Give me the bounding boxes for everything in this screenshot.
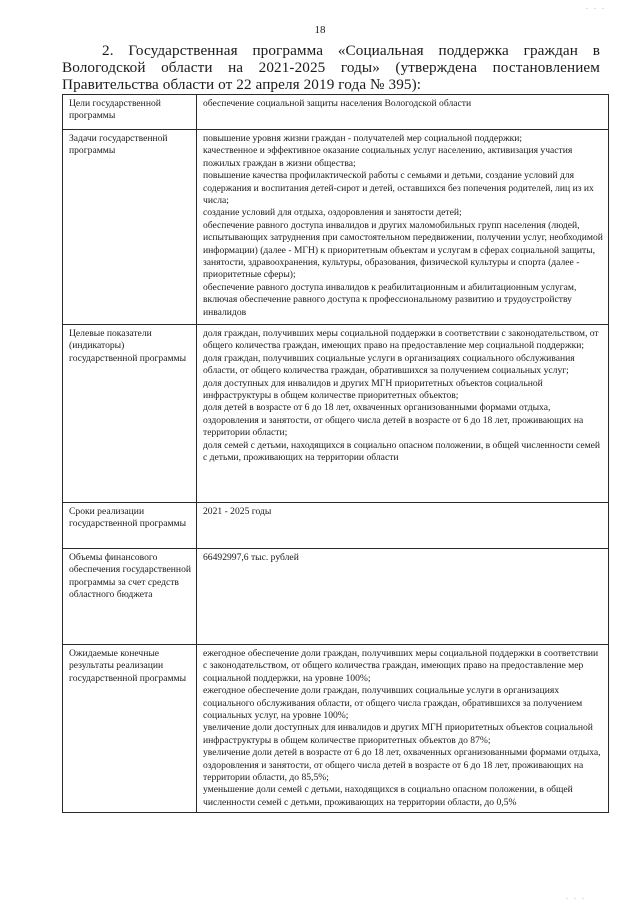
value-line: доля граждан, получивших меры социальной поддержки в соответствии с законодательством, от общего количества граждан, имеющих право на предоставление мер социальной поддержки; xyxy=(203,328,599,352)
row-value xyxy=(197,549,609,645)
value-line: качественное и эффективное оказание социальных услуг населению, активизация участия пожилых граждан в жизни общества; xyxy=(203,145,573,169)
table-row xyxy=(63,95,609,130)
program-passport-table xyxy=(62,94,609,813)
row-value xyxy=(197,503,609,549)
value-line: 66492997,6 тыс. рублей xyxy=(203,552,299,563)
table-row xyxy=(63,503,609,549)
scan-artifact-mark: . . . xyxy=(586,2,606,11)
row-label: Задачи государственной программы xyxy=(63,130,197,325)
value-line: увеличение доли доступных для инвалидов и других МГН приоритетных объектов социальной инфраструктуры в общем количестве приоритетных объектов до 87%; xyxy=(203,722,593,746)
value-line: обеспечение социальной защиты населения Вологодской области xyxy=(203,98,472,109)
value-line: 2021 - 2025 годы xyxy=(203,506,272,517)
row-label: Ожидаемые конечные результаты реализации государственной программы xyxy=(63,645,197,813)
table-row xyxy=(63,130,609,325)
section-heading: 2. Государственная программа «Социальная поддержка граждан в Вологодской области на 2021-2025 годы» (утверждена постановлением Правительства области от 22 апреля 2019 года № 395): xyxy=(62,42,600,93)
value-line: повышение уровня жизни граждан - получателей мер социальной поддержки; xyxy=(203,133,523,144)
table-row xyxy=(63,549,609,645)
value-line: создание условий для отдыха, оздоровления и занятости детей; xyxy=(203,207,462,219)
value-line: доля семей с детьми, находящихся в социально опасном положении, в общей численности семей с детьми, проживающих на территории области xyxy=(203,439,601,464)
value-line: уменьшение доли семей с детьми, находящихся в социально опасном положении, в общей численности семей с детьми, проживающих на территории области, до 0,5% xyxy=(203,784,573,808)
value-line: доля доступных для инвалидов и других МГН приоритетных объектов социальной инфраструктуры в общем количестве приоритетных объектов; xyxy=(203,377,543,402)
row-value xyxy=(197,645,609,813)
row-label: Сроки реализации государственной программы xyxy=(63,503,197,549)
value-line: увеличение доли детей в возрасте от 6 до 18 лет, охваченных организованными формами отдыха, оздоровления и занятости, от общего числа детей в возрасте от 6 до 18 лет, проживающих на территории области, до 85,5%; xyxy=(203,747,601,784)
scan-artifact-mark: . . . xyxy=(566,892,586,901)
value-line: обеспечение равного доступа инвалидов к реабилитационным и абилитационным услугам, включая обеспечение равного доступа к профессиональному развитию и трудоустройству инвалидов xyxy=(203,281,577,318)
row-label: Цели государственной программы xyxy=(63,95,197,130)
program-rows xyxy=(63,95,609,813)
row-value xyxy=(197,95,609,130)
value-line: обеспечение равного доступа инвалидов и других маломобильных групп населения (людей, испытывающих затруднения при самостоятельном передвижении, получении услуг, необходимой информации) (далее - МГН) к приоритетным объектам и услугам в сферах социальной защиты, занятости, здравоохранения, культуры, образования, физической культуры и спорта (далее - приоритетные сферы); xyxy=(203,219,603,281)
value-line: доля граждан, получивших социальные услуги в организациях социального обслуживания области, от общего количества граждан, обратившихся за получением социальных услуг; xyxy=(203,352,575,377)
row-value xyxy=(197,130,609,325)
value-line: повышение качества профилактической работы с семьями и детьми, создание условий для содержания и воспитания детей-сирот и детей, оставшихся без попечения родителей, лиц из их числа; xyxy=(203,170,594,207)
row-label: Целевые показатели (индикаторы) государственной программы xyxy=(63,325,197,503)
value-line: доля детей в возрасте от 6 до 18 лет, охваченных организованными формами отдыха, оздоровления и занятости, от общего числа детей в возрасте от 6 до 18 лет, проживающих на территории области; xyxy=(203,402,584,439)
table-row xyxy=(63,645,609,813)
page-number: 18 xyxy=(314,24,326,36)
row-label: Объемы финансового обеспечения государственной программы за счет средств областного бюджета xyxy=(63,549,197,645)
table-row xyxy=(63,325,609,503)
row-value xyxy=(197,325,609,503)
value-line: ежегодное обеспечение доли граждан, получивших меры социальной поддержки в соответствии с законодательством, от общего количества граждан, имеющих право на предоставление мер социальной поддержки, на уровне 100%; xyxy=(203,648,599,684)
value-line: ежегодное обеспечение доли граждан, получивших социальные услуги в организациях социального обслуживания области, от общего числа граждан, обратившихся за получением социальных услуг, на уровне 100%; xyxy=(203,685,583,722)
